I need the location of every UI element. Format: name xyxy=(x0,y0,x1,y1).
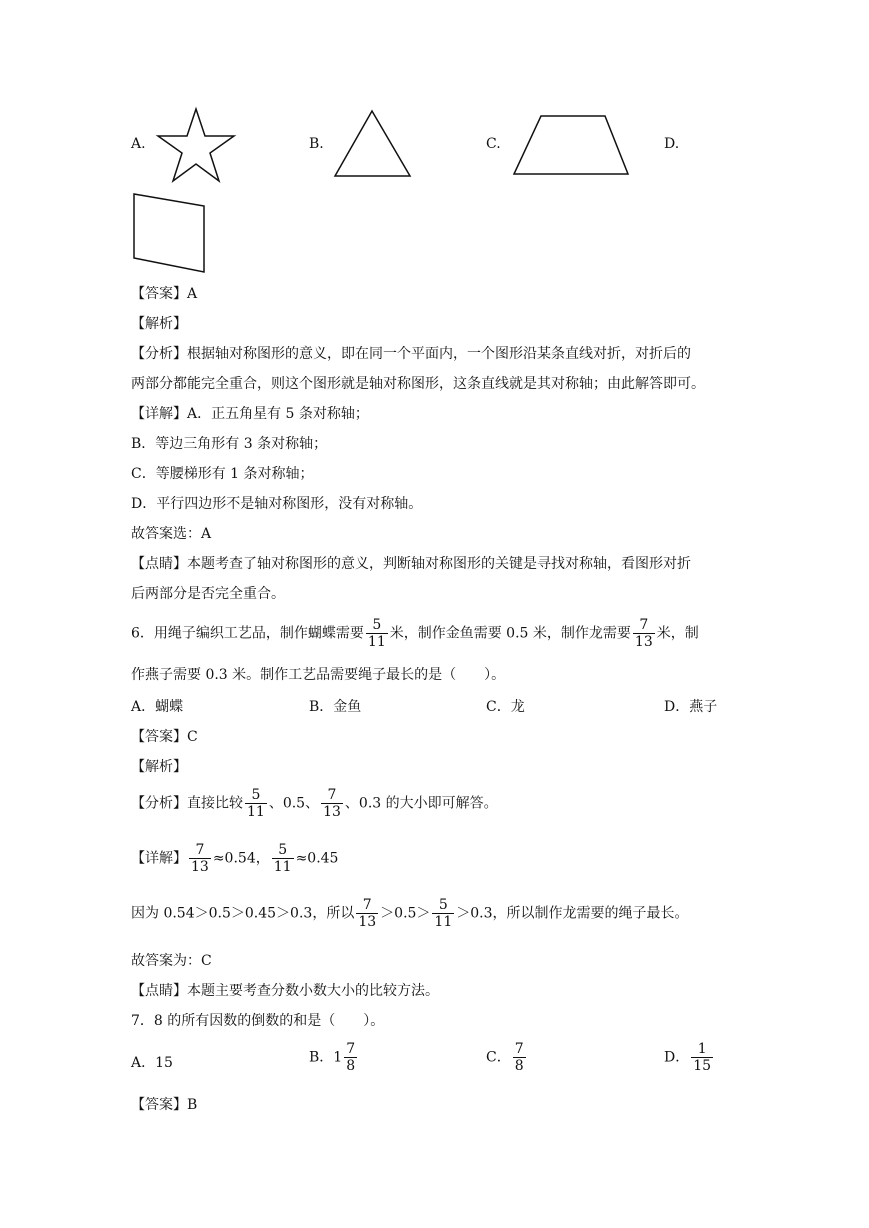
q7-option-b: B．1 $\frac{7}{8}$ xyxy=(309,1041,356,1074)
q5-detail-line3: C．等腰梯形有 1 条对称轴； xyxy=(131,466,314,482)
fraction-7-13: $\frac{7}{13}$ xyxy=(634,617,653,650)
q5-detail-line4: D．平行四边形不是轴对称图形，没有对称轴。 xyxy=(131,496,423,512)
q5-comment-line1: 【点睛】本题考查了轴对称图形的意义，判断轴对称图形的关键是寻找对称轴，看图形对折 xyxy=(131,556,691,572)
fraction-7-13: $\frac{7}{13}$ xyxy=(191,842,209,875)
q5-analysis-line1: 【分析】根据轴对称图形的意义，即在同一个平面内，一个图形沿某条直线对折，对折后的 xyxy=(131,346,691,362)
fraction-7-8: $\frac{7}{8}$ xyxy=(346,1041,356,1074)
fraction-5-11: $\frac{5}{11}$ xyxy=(367,617,386,650)
q5-analysis-title: 【解析】 xyxy=(131,316,187,332)
fraction-5-11: $\frac{5}{11}$ xyxy=(434,897,453,930)
triangle-icon xyxy=(334,110,412,178)
q5-choose: 故答案选：A xyxy=(131,526,212,542)
q6-because: 因为 0.54＞0.5＞0.45＞0.3，所以 $\frac{7}{13}$ ＞0.5＞ $\frac{5}{11}$ ＞0.3，所以制作龙需要的绳子最长。 xyxy=(131,897,689,930)
fraction-7-13: $\frac{7}{13}$ xyxy=(323,787,341,820)
option-d-letter: D. xyxy=(664,136,680,152)
q5-answer: 【答案】A xyxy=(131,286,198,302)
q6-analysis: 【分析】直接比较 $\frac{5}{11}$ 、0.5、 $\frac{7}{13}$ 、0.3 的大小即可解答。 xyxy=(131,787,498,820)
star-icon xyxy=(157,108,235,182)
fraction-7-8: $\frac{7}{8}$ xyxy=(514,1041,524,1074)
q6-stem-line1 xyxy=(131,618,699,649)
q7-option-d: D． $\frac{1}{15}$ xyxy=(664,1041,712,1074)
q5-detail-line2: B．等边三角形有 3 条对称轴； xyxy=(131,436,328,452)
q6-detail: 【详解】 $\frac{7}{13}$ ≈0.54， $\frac{5}{11}$ ≈0.45 xyxy=(131,842,339,875)
option-a-letter: A. xyxy=(131,136,146,152)
option-b-letter: B. xyxy=(309,136,324,152)
option-c-letter: C. xyxy=(486,136,501,152)
q7-answer: 【答案】B xyxy=(131,1097,198,1113)
q7-option-a: A．15 xyxy=(131,1055,173,1071)
fraction-5-11: $\frac{5}{11}$ xyxy=(247,787,265,820)
q5-comment-line2: 后两部分是否完全重合。 xyxy=(131,586,285,602)
q6-comment: 【点睛】本题主要考查分数小数大小的比较方法。 xyxy=(131,983,439,999)
q6-stem-c: 米，制 xyxy=(656,625,699,642)
trapezoid-icon xyxy=(513,115,631,177)
fraction-1-15: $\frac{1}{15}$ xyxy=(693,1041,712,1074)
q5-analysis-line2: 两部分都能完全重合，则这个图形就是轴对称图形，这条直线就是其对称轴；由此解答即可。 xyxy=(131,376,705,392)
q6-option-c: C．龙 xyxy=(486,699,525,715)
q6-stem-a: 6．用绳子编织工艺品，制作蝴蝶需要 xyxy=(131,625,364,642)
q6-option-d: D．燕子 xyxy=(664,699,718,715)
q6-stem-b: 米，制作金鱼需要 0.5 米，制作龙需要 xyxy=(389,625,631,642)
q6-option-a: A．蝴蝶 xyxy=(131,699,184,715)
fraction-5-11: $\frac{5}{11}$ xyxy=(273,842,292,875)
q6-option-b: B．金鱼 xyxy=(309,699,362,715)
q6-answer: 【答案】C xyxy=(131,729,198,745)
q6-choose: 故答案为：C xyxy=(131,953,212,969)
q7-stem: 7．8 的所有因数的倒数的和是（ ）。 xyxy=(131,1013,385,1029)
q7-option-c: C． $\frac{7}{8}$ xyxy=(486,1041,524,1074)
q5-detail-line1: 【详解】A．正五角星有 5 条对称轴； xyxy=(131,406,369,422)
q6-stem-line2: 作燕子需要 0.3 米。制作工艺品需要绳子最长的是（ ）。 xyxy=(131,667,506,683)
parallelogram-icon xyxy=(132,192,208,276)
fraction-7-13: $\frac{7}{13}$ xyxy=(358,897,377,930)
q6-analysis-title: 【解析】 xyxy=(131,759,187,775)
